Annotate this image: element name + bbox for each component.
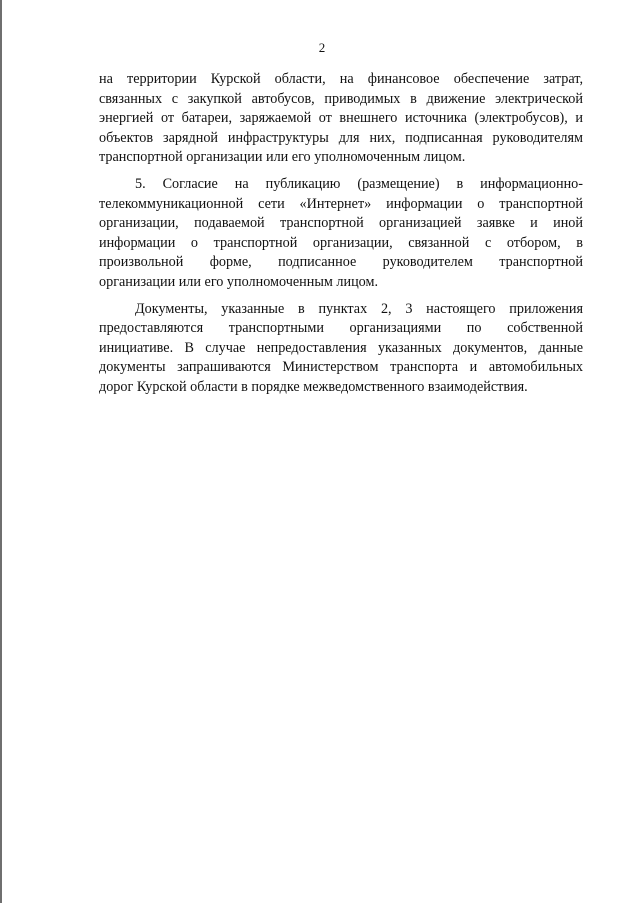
paragraph-documents-note: [99, 300, 583, 398]
document-body: [99, 70, 583, 398]
text-line: организации или его уполномоченным лицом.: [99, 273, 379, 290]
text-line: дорог Курской области в порядке межведомственного взаимодействия.: [99, 378, 528, 395]
text-line: произвольной форме, подписанное руководителем транспортной: [99, 254, 583, 271]
text-line: предоставляются транспортными организациями по собственной: [99, 320, 583, 337]
text-line: организации, подаваемой транспортной организацией заявке и иной: [99, 215, 583, 232]
text-line: Документы, указанные в пунктах 2, 3 настоящего приложения: [135, 300, 583, 317]
text-line: информации о транспортной организации, связанной с отбором, в: [99, 234, 583, 251]
text-line: телекоммуникационной сети «Интернет» информации о транспортной: [99, 195, 583, 212]
text-line: энергией от батареи, заряжаемой от внешнего источника (электробусов), и: [99, 110, 583, 127]
text-line: объектов зарядной инфраструктуры для них, подписанная руководителям: [99, 129, 583, 146]
text-line: 5. Согласие на публикацию (размещение) в информационно-: [135, 175, 583, 192]
text-line: на территории Курской области, на финансовое обеспечение затрат,: [99, 71, 583, 87]
text-line: инициативе. В случае непредоставления указанных документов, данные: [99, 339, 583, 356]
page-number: 2: [318, 40, 326, 55]
text-line: документы запрашиваются Министерством транспорта и автомобильных: [99, 359, 583, 376]
text-line: связанных с закупкой автобусов, приводимых в движение электрической: [99, 90, 583, 107]
paragraph-continuation: [99, 70, 583, 168]
text-line: транспортной организации или его уполномоченным лицом.: [99, 149, 466, 166]
paragraph-item-5: [99, 175, 583, 293]
